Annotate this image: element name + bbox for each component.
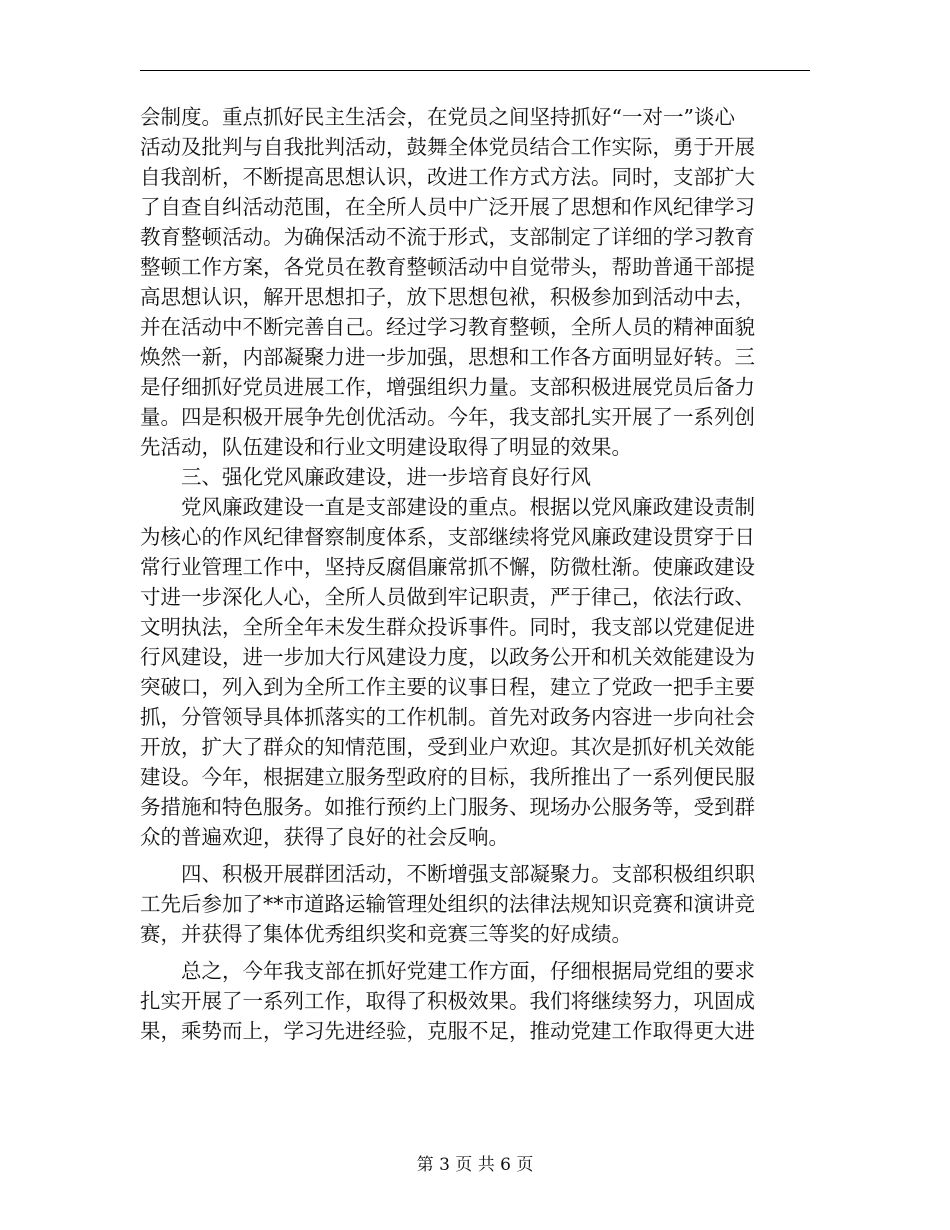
text-line: 整顿工作方案，各党员在教育整顿活动中自觉带头，帮助普通干部提 xyxy=(140,255,755,279)
text-line: 文明执法，全所全年未发生群众投诉事件。同时，我支部以党建促进 xyxy=(140,615,755,639)
text-line: 自我剖析，不断提高思想认识，改进工作方式方法。同时，支部扩大 xyxy=(140,165,755,189)
text-line: 抓，分管领导具体抓落实的工作机制。首先对政务内容进一步向社会 xyxy=(140,705,755,729)
text-line: 常行业管理工作中，坚持反腐倡廉常抓不懈，防微杜渐。使廉政建设 xyxy=(140,555,755,579)
paragraph xyxy=(140,102,810,462)
text-line: 并在活动中不断完善自己。经过学习教育整顿，全所人员的精神面貌 xyxy=(140,315,755,339)
text-line: 众的普遍欢迎，获得了良好的社会反响。 xyxy=(140,825,509,849)
paragraph xyxy=(140,859,810,949)
text-line: 工先后参加了**市道路运输管理处组织的法律法规知识竞赛和演讲竞 xyxy=(140,892,755,916)
text-line: 高思想认识，解开思想扣子，放下思想包袱，积极参加到活动中去， xyxy=(140,285,755,309)
document-body xyxy=(140,102,810,1046)
text-line: 行风建设，进一步加大行风建设力度，以政务公开和机关效能建设为 xyxy=(140,645,755,669)
text-line: 总之，今年我支部在抓好党建工作方面，仔细根据局党组的要求 xyxy=(181,959,755,983)
text-line: 教育整顿活动。为确保活动不流于形式，支部制定了详细的学习教育 xyxy=(140,225,755,249)
text-line: 果，乘势而上，学习先进经验，克服不足，推动党建工作取得更大进 xyxy=(140,1019,755,1043)
text-line: 寸进一步深化人心，全所人员做到牢记职责，严于律己，依法行政、 xyxy=(140,585,755,609)
text-line: 突破口，列入到为全所工作主要的议事日程，建立了党政一把手主要 xyxy=(140,675,755,699)
text-line: 赛，并获得了集体优秀组织奖和竞赛三等奖的好成绩。 xyxy=(140,922,632,946)
paragraph xyxy=(140,492,810,852)
text-line: 了自查自纠活动范围，在全所人员中广泛开展了思想和作风纪律学习 xyxy=(140,195,755,219)
paragraph xyxy=(140,956,810,1046)
text-line: 开放，扩大了群众的知情范围，受到业户欢迎。其次是抓好机关效能 xyxy=(140,735,755,759)
text-line: 焕然一新，内部凝聚力进一步加强，思想和工作各方面明显好转。三 xyxy=(140,345,755,369)
header-rule xyxy=(140,70,810,71)
text-line: 先活动，队伍建设和行业文明建设取得了明显的效果。 xyxy=(140,435,632,459)
text-line: 建设。今年，根据建立服务型政府的目标，我所推出了一系列便民服 xyxy=(140,765,755,789)
text-line: 三、强化党风廉政建设，进一步培育良好行风 xyxy=(181,465,591,489)
text-line: 四、积极开展群团活动，不断增强支部凝聚力。支部积极组织职 xyxy=(181,862,755,886)
text-line: 党风廉政建设一直是支部建设的重点。根据以党风廉政建设责制 xyxy=(181,495,755,519)
text-line: 为核心的作风纪律督察制度体系，支部继续将党风廉政建设贯穿于日 xyxy=(140,525,755,549)
text-line: 活动及批判与自我批判活动，鼓舞全体党员结合工作实际，勇于开展 xyxy=(140,135,755,159)
page-footer: 第 3 页 共 6 页 xyxy=(416,1155,534,1175)
text-line: 量。四是积极开展争先创优活动。今年，我支部扎实开展了一系列创 xyxy=(140,405,755,429)
text-line: 是仔细抓好党员进展工作，增强组织力量。支部积极进展党员后备力 xyxy=(140,375,755,399)
text-line: 务措施和特色服务。如推行预约上门服务、现场办公服务等，受到群 xyxy=(140,795,755,819)
text-line: 会制度。重点抓好民主生活会，在党员之间坚持抓好“一对一”谈心 xyxy=(140,105,735,129)
paragraph xyxy=(140,462,810,492)
text-line: 扎实开展了一系列工作，取得了积极效果。我们将继续努力，巩固成 xyxy=(140,989,755,1013)
